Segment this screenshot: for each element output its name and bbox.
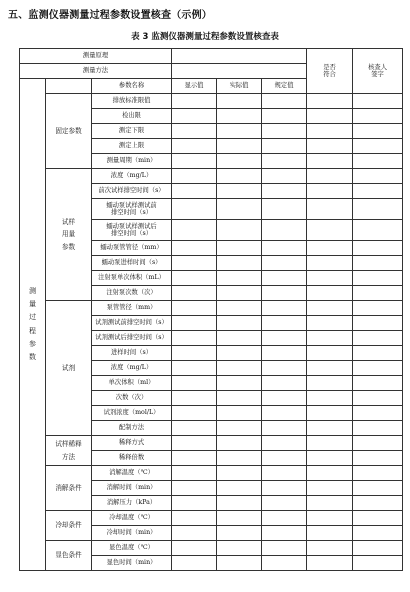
actual-value-cell[interactable] [217, 421, 262, 436]
display-value-cell[interactable] [172, 109, 217, 124]
actual-value-cell[interactable] [217, 169, 262, 184]
group-label-sample: 试样 用量 参数 [46, 169, 92, 301]
conform-cell[interactable] [307, 436, 353, 451]
actual-value-cell[interactable] [217, 481, 262, 496]
display-value-cell[interactable] [172, 391, 217, 406]
actual-value-cell[interactable] [217, 139, 262, 154]
checker-cell[interactable] [353, 361, 403, 376]
param-name: 浓度（mg/L） [92, 169, 172, 184]
param-name: 测定下限 [92, 124, 172, 139]
param-name: 试剂浓度（mol/L） [92, 406, 172, 421]
checker-cell[interactable] [353, 169, 403, 184]
display-value-cell[interactable] [172, 541, 217, 556]
checker-cell[interactable] [353, 556, 403, 571]
display-value-cell[interactable] [172, 154, 217, 169]
actual-value-cell[interactable] [217, 220, 262, 241]
specified-value-cell[interactable] [262, 406, 307, 421]
actual-value-cell[interactable] [217, 271, 262, 286]
display-value-cell[interactable] [172, 331, 217, 346]
specified-value-cell[interactable] [262, 481, 307, 496]
display-value-cell[interactable] [172, 346, 217, 361]
conform-cell[interactable] [307, 346, 353, 361]
specified-value-cell[interactable] [262, 220, 307, 241]
param-name: 注射泵次数（次） [92, 286, 172, 301]
table-row [20, 169, 403, 184]
conform-cell[interactable] [307, 271, 353, 286]
actual-value-cell[interactable] [217, 406, 262, 421]
checker-cell[interactable] [353, 451, 403, 466]
conform-cell[interactable] [307, 154, 353, 169]
actual-value-cell[interactable] [217, 451, 262, 466]
display-value-header: 显示值 [172, 79, 217, 94]
display-value-cell[interactable] [172, 199, 217, 220]
checker-cell[interactable] [353, 526, 403, 541]
display-value-cell[interactable] [172, 421, 217, 436]
conform-header: 是否 符合 [307, 49, 353, 94]
checker-cell[interactable] [353, 301, 403, 316]
param-name: 测量周期（min） [92, 154, 172, 169]
method-value[interactable] [172, 64, 307, 79]
conform-cell[interactable] [307, 241, 353, 256]
actual-value-cell[interactable] [217, 241, 262, 256]
specified-value-cell[interactable] [262, 556, 307, 571]
display-value-cell[interactable] [172, 496, 217, 511]
conform-cell[interactable] [307, 256, 353, 271]
param-name: 稀释方式 [92, 436, 172, 451]
actual-value-cell[interactable] [217, 94, 262, 109]
actual-value-cell[interactable] [217, 361, 262, 376]
specified-value-cell[interactable] [262, 376, 307, 391]
actual-value-cell[interactable] [217, 511, 262, 526]
checker-cell[interactable] [353, 124, 403, 139]
conform-cell[interactable] [307, 421, 353, 436]
checker-cell[interactable] [353, 109, 403, 124]
actual-value-cell[interactable] [217, 286, 262, 301]
specified-value-cell[interactable] [262, 361, 307, 376]
actual-value-cell[interactable] [217, 184, 262, 199]
checker-cell[interactable] [353, 436, 403, 451]
checker-cell[interactable] [353, 199, 403, 220]
actual-value-cell[interactable] [217, 526, 262, 541]
specified-value-header: 规定值 [262, 79, 307, 94]
specified-value-cell[interactable] [262, 346, 307, 361]
param-name: 蠕动泵进样时间（s） [92, 256, 172, 271]
specified-value-cell[interactable] [262, 391, 307, 406]
conform-cell[interactable] [307, 481, 353, 496]
actual-value-cell[interactable] [217, 256, 262, 271]
display-value-cell[interactable] [172, 511, 217, 526]
specified-value-cell[interactable] [262, 184, 307, 199]
actual-value-cell[interactable] [217, 331, 262, 346]
section-heading: 五、监测仪器测量过程参数设置核查（示例） [8, 10, 212, 21]
specified-value-cell[interactable] [262, 199, 307, 220]
actual-value-cell[interactable] [217, 541, 262, 556]
conform-cell[interactable] [307, 301, 353, 316]
actual-value-cell[interactable] [217, 124, 262, 139]
principle-value[interactable] [172, 49, 307, 64]
param-name: 次数（次） [92, 391, 172, 406]
param-name: 单次体积（ml） [92, 376, 172, 391]
checker-cell[interactable] [353, 406, 403, 421]
param-name: 蠕动泵试样测试后 排空时间（s） [92, 220, 172, 241]
conform-cell[interactable] [307, 496, 353, 511]
display-value-cell[interactable] [172, 451, 217, 466]
specified-value-cell[interactable] [262, 451, 307, 466]
specified-value-cell[interactable] [262, 94, 307, 109]
conform-cell[interactable] [307, 391, 353, 406]
conform-cell[interactable] [307, 556, 353, 571]
checker-cell[interactable] [353, 286, 403, 301]
display-value-cell[interactable] [172, 316, 217, 331]
conform-cell[interactable] [307, 451, 353, 466]
group-label-digestion: 消解条件 [46, 466, 92, 511]
conform-cell[interactable] [307, 139, 353, 154]
specified-value-cell[interactable] [262, 466, 307, 481]
display-value-cell[interactable] [172, 301, 217, 316]
param-name: 前次试样排空时间（s） [92, 184, 172, 199]
table-row [20, 466, 403, 481]
display-value-cell[interactable] [172, 556, 217, 571]
checker-cell[interactable] [353, 481, 403, 496]
conform-cell[interactable] [307, 286, 353, 301]
param-name: 显色温度（℃） [92, 541, 172, 556]
table-row [20, 541, 403, 556]
conform-cell[interactable] [307, 526, 353, 541]
checker-cell[interactable] [353, 241, 403, 256]
display-value-cell[interactable] [172, 241, 217, 256]
checker-cell[interactable] [353, 421, 403, 436]
actual-value-cell[interactable] [217, 391, 262, 406]
specified-value-cell[interactable] [262, 316, 307, 331]
group-label-coloring: 显色条件 [46, 541, 92, 571]
param-name: 泵管管径（mm） [92, 301, 172, 316]
display-value-cell[interactable] [172, 169, 217, 184]
param-name: 显色时间（min） [92, 556, 172, 571]
conform-cell[interactable] [307, 466, 353, 481]
param-name: 试剂测试前排空时间（s） [92, 316, 172, 331]
specified-value-cell[interactable] [262, 286, 307, 301]
specified-value-cell[interactable] [262, 154, 307, 169]
actual-value-cell[interactable] [217, 154, 262, 169]
specified-value-cell[interactable] [262, 436, 307, 451]
param-name: 蠕动泵试样测试前 排空时间（s） [92, 199, 172, 220]
display-value-cell[interactable] [172, 466, 217, 481]
conform-cell[interactable] [307, 316, 353, 331]
checker-cell[interactable] [353, 154, 403, 169]
specified-value-cell[interactable] [262, 526, 307, 541]
param-name: 试剂测试后排空时间（s） [92, 331, 172, 346]
table-row [20, 436, 403, 451]
table-row [20, 94, 403, 109]
param-name: 消解温度（℃） [92, 466, 172, 481]
param-name: 浓度（mg/L） [92, 361, 172, 376]
display-value-cell[interactable] [172, 406, 217, 421]
display-value-cell[interactable] [172, 376, 217, 391]
conform-cell[interactable] [307, 169, 353, 184]
checker-cell[interactable] [353, 466, 403, 481]
param-name: 配制方法 [92, 421, 172, 436]
checker-cell[interactable] [353, 220, 403, 241]
conform-cell[interactable] [307, 361, 353, 376]
specified-value-cell[interactable] [262, 271, 307, 286]
checker-cell[interactable] [353, 316, 403, 331]
specified-value-cell[interactable] [262, 301, 307, 316]
checker-cell[interactable] [353, 511, 403, 526]
conform-cell[interactable] [307, 376, 353, 391]
actual-value-cell[interactable] [217, 316, 262, 331]
param-name: 稀释倍数 [92, 451, 172, 466]
param-name: 冷却时间（min） [92, 526, 172, 541]
param-name: 检出限 [92, 109, 172, 124]
group-label-cooling: 冷却条件 [46, 511, 92, 541]
specified-value-cell[interactable] [262, 496, 307, 511]
specified-value-cell[interactable] [262, 169, 307, 184]
display-value-cell[interactable] [172, 220, 217, 241]
actual-value-cell[interactable] [217, 199, 262, 220]
conform-cell[interactable] [307, 406, 353, 421]
display-value-cell[interactable] [172, 526, 217, 541]
verification-table [19, 48, 403, 571]
conform-cell[interactable] [307, 331, 353, 346]
specified-value-cell[interactable] [262, 109, 307, 124]
checker-cell[interactable] [353, 496, 403, 511]
param-name-header: 参数名称 [92, 79, 172, 94]
actual-value-cell[interactable] [217, 346, 262, 361]
table-row [20, 301, 403, 316]
actual-value-cell[interactable] [217, 466, 262, 481]
display-value-cell[interactable] [172, 184, 217, 199]
method-label: 测量方法 [20, 64, 172, 79]
param-name: 注射泵单次体积（mL） [92, 271, 172, 286]
specified-value-cell[interactable] [262, 331, 307, 346]
table-caption: 表 3 监测仪器测量过程参数设置核查表 [131, 32, 279, 42]
display-value-cell[interactable] [172, 436, 217, 451]
group-label-reagent: 试剂 [46, 301, 92, 436]
param-name: 进样时间（s） [92, 346, 172, 361]
group-blank-header [46, 79, 92, 94]
display-value-cell[interactable] [172, 481, 217, 496]
actual-value-cell[interactable] [217, 109, 262, 124]
specified-value-cell[interactable] [262, 541, 307, 556]
display-value-cell[interactable] [172, 271, 217, 286]
specified-value-cell[interactable] [262, 124, 307, 139]
conform-cell[interactable] [307, 94, 353, 109]
principle-label: 测量原理 [20, 49, 172, 64]
specified-value-cell[interactable] [262, 421, 307, 436]
specified-value-cell[interactable] [262, 139, 307, 154]
actual-value-cell[interactable] [217, 376, 262, 391]
group-label-fixed: 固定参数 [46, 94, 92, 169]
conform-cell[interactable] [307, 220, 353, 241]
checker-cell[interactable] [353, 271, 403, 286]
display-value-cell[interactable] [172, 94, 217, 109]
conform-cell[interactable] [307, 109, 353, 124]
display-value-cell[interactable] [172, 124, 217, 139]
display-value-cell[interactable] [172, 256, 217, 271]
conform-cell[interactable] [307, 199, 353, 220]
display-value-cell[interactable] [172, 139, 217, 154]
param-name: 消解时间（min） [92, 481, 172, 496]
group-label-dilution: 试样稀释 方法 [46, 436, 92, 466]
actual-value-cell[interactable] [217, 496, 262, 511]
param-name: 消解压力（kPa） [92, 496, 172, 511]
param-name: 排放标准限值 [92, 94, 172, 109]
actual-value-header: 实际值 [217, 79, 262, 94]
actual-value-cell[interactable] [217, 556, 262, 571]
checker-cell[interactable] [353, 376, 403, 391]
display-value-cell[interactable] [172, 361, 217, 376]
checker-cell[interactable] [353, 139, 403, 154]
specified-value-cell[interactable] [262, 256, 307, 271]
conform-cell[interactable] [307, 124, 353, 139]
display-value-cell[interactable] [172, 286, 217, 301]
param-name: 蠕动泵管管径（mm） [92, 241, 172, 256]
checker-cell[interactable] [353, 391, 403, 406]
checker-cell[interactable] [353, 256, 403, 271]
specified-value-cell[interactable] [262, 241, 307, 256]
conform-cell[interactable] [307, 541, 353, 556]
param-name: 冷却温度（℃） [92, 511, 172, 526]
checker-cell[interactable] [353, 184, 403, 199]
param-name: 测定上限 [92, 139, 172, 154]
conform-cell[interactable] [307, 511, 353, 526]
specified-value-cell[interactable] [262, 511, 307, 526]
checker-header: 核查人 签字 [353, 49, 403, 94]
measure-params-label: 测 量 过 程 参 数 [20, 79, 46, 571]
checker-cell[interactable] [353, 541, 403, 556]
checker-cell[interactable] [353, 346, 403, 361]
actual-value-cell[interactable] [217, 301, 262, 316]
checker-cell[interactable] [353, 331, 403, 346]
checker-cell[interactable] [353, 94, 403, 109]
table-row [20, 511, 403, 526]
actual-value-cell[interactable] [217, 436, 262, 451]
conform-cell[interactable] [307, 184, 353, 199]
